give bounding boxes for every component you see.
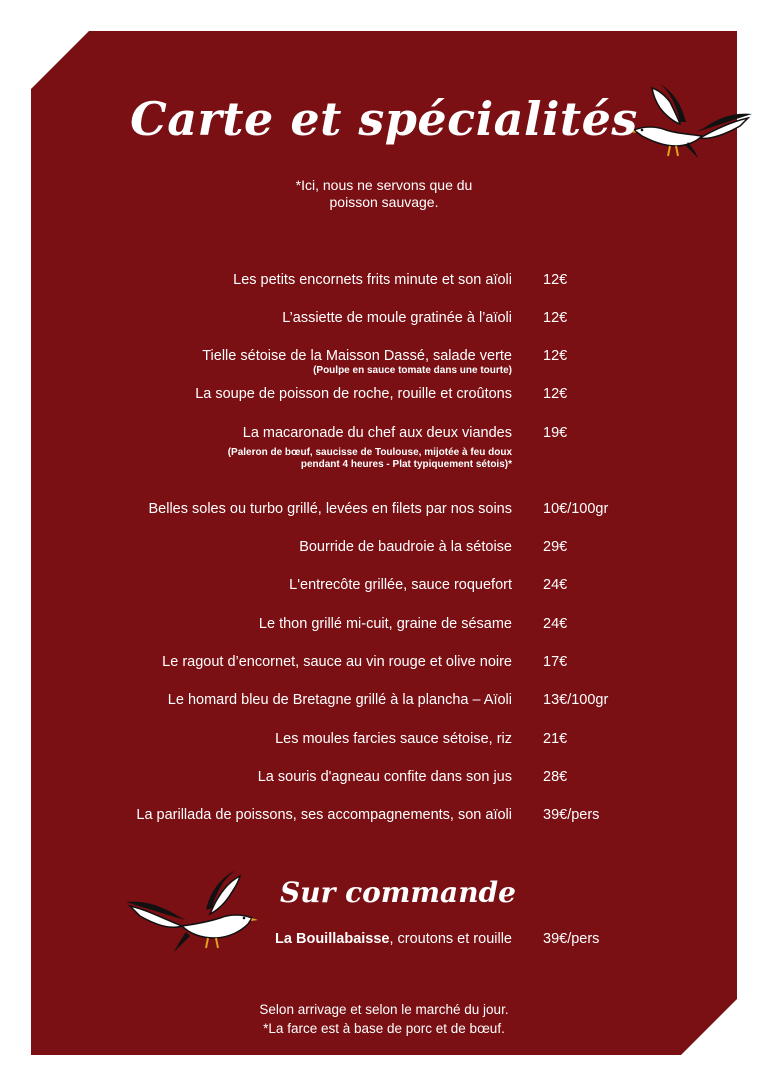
note-line: pendant 4 heures - Plat typiquement sétois)*	[300, 459, 512, 470]
menu-item-name-rest: , croutons et rouille	[389, 931, 512, 947]
menu-item-price: 12€	[543, 386, 568, 402]
menu-item-note	[0, 365, 512, 377]
menu-item-name: Tielle sétoise de la Maisson Dassé, salade verte	[202, 348, 512, 364]
menu-item	[31, 270, 737, 294]
menu-item	[31, 652, 737, 676]
menu-item-name: La souris d'agneau confite dans son jus	[257, 769, 512, 785]
menu-item	[31, 384, 737, 408]
menu-item-name: Les moules farcies sauce sétoise, riz	[275, 731, 512, 747]
note-line: (Paleron de bœuf, saucisse de Toulouse, mijotée à feu doux	[227, 447, 512, 458]
menu-item-price: 28€	[543, 769, 568, 785]
menu-item-price: 19€	[543, 425, 568, 441]
menu-item-price: 24€	[543, 616, 568, 632]
menu-item	[31, 690, 737, 714]
menu-item	[31, 805, 737, 829]
menu-item	[31, 614, 737, 638]
menu-item-price: 29€	[543, 539, 568, 555]
subtitle-line: poisson sauvage.	[329, 194, 439, 210]
menu-item-name: Le thon grillé mi-cuit, graine de sésame	[258, 616, 512, 632]
subtitle-line: *Ici, nous ne servons que du	[295, 177, 473, 193]
footer	[0, 1000, 768, 1038]
menu-item-price: 13€/100gr	[543, 692, 609, 708]
menu-item-price: 12€	[543, 348, 568, 364]
menu-item	[31, 575, 737, 599]
menu-item-name: Les petits encornets frits minute et son aïoli	[233, 272, 512, 288]
menu-item	[31, 423, 737, 470]
menu-item	[31, 499, 737, 523]
menu-item-name: Le homard bleu de Bretagne grillé à la plancha – Aïoli	[167, 692, 512, 708]
menu-item-price: 24€	[543, 577, 568, 593]
section-title: Sur commande	[280, 876, 516, 909]
menu-item-name: Belles soles ou turbo grillé, levées en filets par nos soins	[148, 501, 512, 517]
menu-item	[31, 537, 737, 561]
menu-item-price: 10€/100gr	[543, 501, 609, 517]
menu-item	[31, 346, 737, 376]
menu-item-price: 39€/pers	[543, 807, 600, 823]
subtitle	[0, 177, 768, 211]
menu-item-name: Bourride de baudroie à la sétoise	[299, 539, 512, 555]
menu-item	[31, 929, 737, 953]
menu-item-price: 39€/pers	[543, 931, 600, 947]
menu-item-name-bold: La Bouillabaisse	[275, 931, 390, 947]
menu-item-name: La parillada de poissons, ses accompagnements, son aïoli	[136, 807, 512, 823]
menu-item-note	[0, 447, 512, 471]
menu-item-price: 12€	[543, 272, 568, 288]
menu-item-name: La soupe de poisson de roche, rouille et croûtons	[195, 386, 512, 402]
page-title: Carte et spécialités	[130, 92, 638, 146]
menu-item	[31, 767, 737, 791]
menu-item	[31, 308, 737, 332]
menu-item-name: La macaronade du chef aux deux viandes	[242, 425, 512, 441]
menu-item-name: Le ragout d’encornet, sauce au vin rouge et olive noire	[162, 654, 512, 670]
menu-item-name	[0, 929, 512, 949]
menu-item-name: L'entrecôte grillée, sauce roquefort	[289, 577, 512, 593]
menu-item	[31, 729, 737, 753]
menu-item-price: 17€	[543, 654, 568, 670]
menu-item-name: L’assiette de moule gratinée à l’aïoli	[282, 310, 512, 326]
note-line: (Poulpe en sauce tomate dans une tourte)	[313, 365, 512, 376]
menu-item-price: 21€	[543, 731, 568, 747]
menu-item-price: 12€	[543, 310, 568, 326]
footer-line: *La farce est à base de porc et de bœuf.	[263, 1021, 505, 1036]
footer-line: Selon arrivage et selon le marché du jour.	[259, 1002, 509, 1017]
